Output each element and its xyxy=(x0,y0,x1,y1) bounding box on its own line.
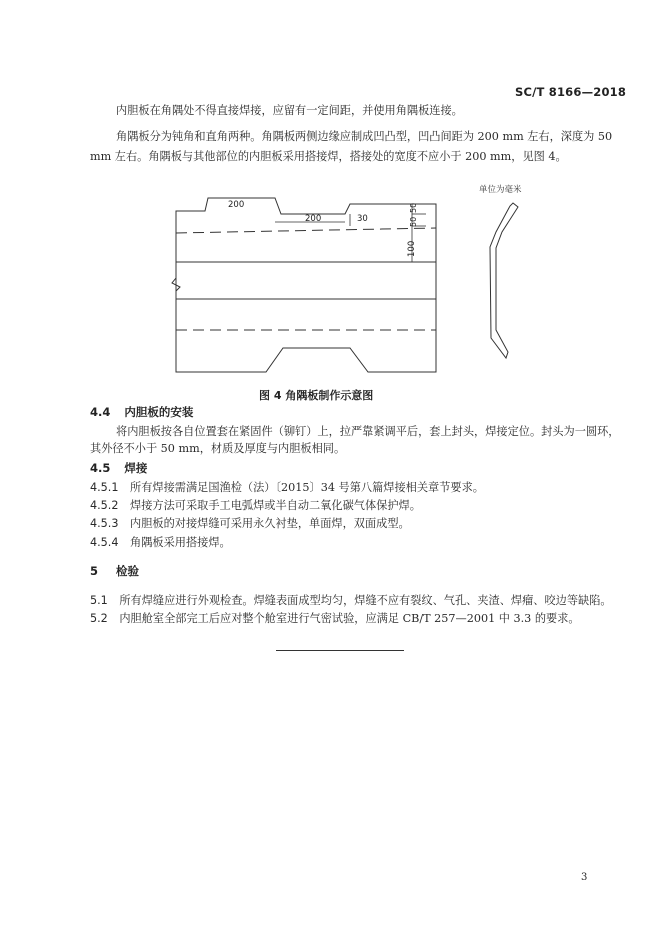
paragraph-corner-plate-line2: mm 左右。角隅板与其他部位的内胆板采用搭接焊，搭接处的宽度不应小于 200 mm，见图 4。 xyxy=(90,150,567,163)
paragraph-4-4-line2: 其外径不小于 50 mm，材质及厚度与内胆板相同。 xyxy=(90,442,346,455)
dim-label-100: 100 xyxy=(407,240,417,257)
clause-4-5-2 xyxy=(90,498,421,514)
clause-4-5-3 xyxy=(90,516,410,532)
clause-text: 内胆舱室全部完工后应对整个舱室进行气密试验，应满足 CB/T 257—2001 中 3.3 的要求。 xyxy=(119,612,580,625)
clause-number: 5.2 xyxy=(90,612,108,625)
paragraph-4-4-line1: 将内胆板按各自位置套在紧固件（铆钉）上，拉严靠紧调平后，套上封头，焊接定位。封头为一圆环， xyxy=(116,425,620,438)
section-title: 焊接 xyxy=(124,461,148,475)
figure-caption: 图 4 角隅板制作示意图 xyxy=(259,389,374,402)
section-5-heading xyxy=(90,563,139,579)
clause-text: 角隅板采用搭接焊。 xyxy=(130,536,231,549)
section-number: 4.5 xyxy=(90,461,111,475)
dim-label-50b: 50 xyxy=(409,216,418,227)
clause-text: 所有焊缝应进行外观检查。焊缝表面成型均匀，焊缝不应有裂纹、气孔、夹渣、焊瘤、咬边等缺陷。 xyxy=(119,594,612,607)
clause-4-5-4 xyxy=(90,535,231,551)
paragraph-corner-welding: 内胆板在角隅处不得直接焊接，应留有一定间距，并使用角隅板连接。 xyxy=(116,104,463,117)
dim-label-200-mid: 200 xyxy=(305,214,322,224)
section-title: 检验 xyxy=(116,564,140,578)
clause-number: 4.5.1 xyxy=(90,481,119,494)
unit-label: 单位为毫米 xyxy=(479,185,522,195)
clause-number: 4.5.2 xyxy=(90,499,119,512)
clause-number: 4.5.3 xyxy=(90,517,119,530)
side-profile xyxy=(490,203,518,358)
dim-label-30: 30 xyxy=(357,214,368,224)
clause-text: 所有焊接需满足国渔检（法）〔2015〕34 号第八篇焊接相关章节要求。 xyxy=(130,481,484,494)
standard-number: SC/T 8166—2018 xyxy=(515,85,627,99)
section-number: 4.4 xyxy=(90,405,111,419)
clause-4-5-1 xyxy=(90,480,484,496)
clause-number: 4.5.4 xyxy=(90,536,119,549)
clause-text: 焊接方法可采取手工电弧焊或半自动二氧化碳气体保护焊。 xyxy=(130,499,421,512)
clause-number: 5.1 xyxy=(90,594,108,607)
section-title: 内胆板的安装 xyxy=(124,405,194,419)
clause-5-1 xyxy=(90,593,612,609)
page-number: 3 xyxy=(581,872,588,883)
plate-outline xyxy=(176,198,436,372)
section-4-4-heading xyxy=(90,404,193,420)
fold-line-upper-dashed xyxy=(176,228,436,233)
dim-label-50a: 50 xyxy=(409,202,418,213)
section-number: 5 xyxy=(90,564,99,578)
dim-label-200-top: 200 xyxy=(228,200,245,210)
clause-text: 内胆板的对接焊缝可采用永久衬垫，单面焊，双面成型。 xyxy=(130,517,410,530)
end-rule xyxy=(276,650,404,651)
corner-plate-drawing xyxy=(0,0,657,400)
clause-5-2 xyxy=(90,611,580,627)
section-4-5-heading xyxy=(90,460,147,476)
paragraph-corner-plate-line1: 角隅板分为钝角和直角两种。角隅板两侧边缘应制成凹凸型，凹凸间距为 200 mm 左右，深度为 50 xyxy=(116,130,613,143)
